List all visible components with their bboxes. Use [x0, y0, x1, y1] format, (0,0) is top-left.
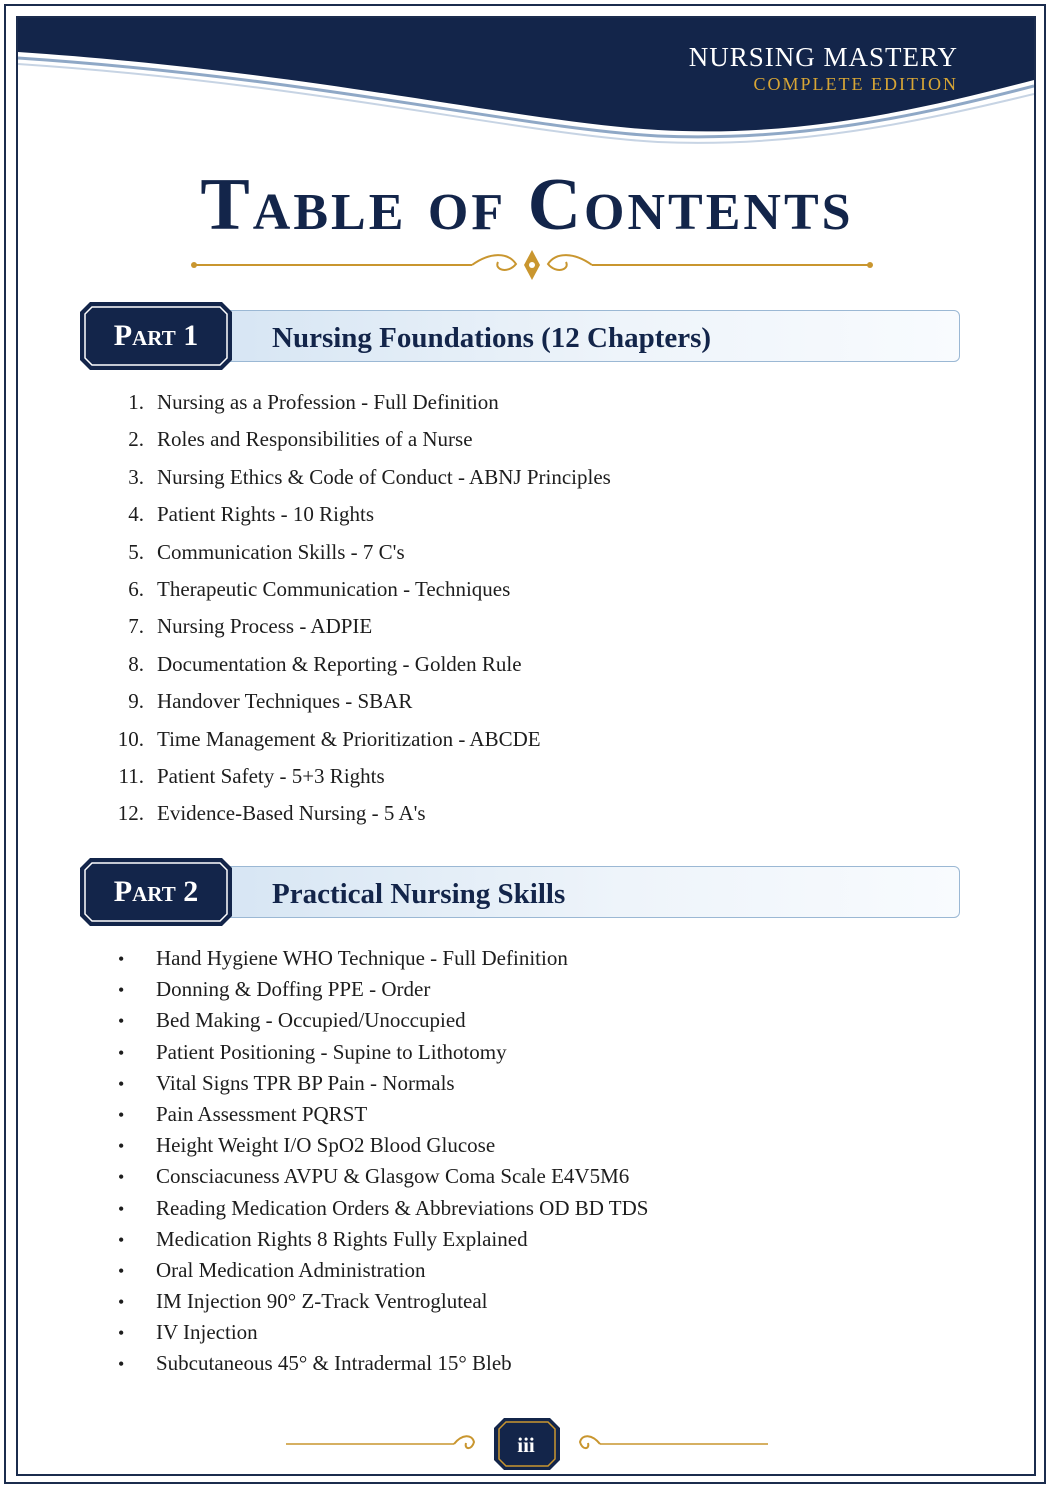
skill-item	[118, 943, 648, 974]
chapter-number: 6.	[128, 576, 144, 601]
bullet-marker: •	[118, 1136, 125, 1157]
chapter-item	[110, 534, 611, 571]
chapter-title: Documentation & Reporting - Golden Rule	[157, 651, 522, 676]
skill-title: Medication Rights 8 Rights Fully Explained	[156, 1226, 528, 1251]
chapter-item	[110, 421, 611, 458]
bullet-marker: •	[118, 1260, 125, 1281]
chapter-number: 3.	[128, 464, 144, 489]
chapter-number: 11.	[118, 763, 144, 788]
bullet-marker: •	[118, 1073, 125, 1094]
chapter-title: Therapeutic Communication - Techniques	[157, 576, 511, 601]
bullet-marker: •	[118, 949, 125, 969]
chapter-item	[110, 459, 611, 496]
skill-title: Consciacuness AVPU & Glasgow Coma Scale E4V5M6	[156, 1164, 630, 1189]
chapter-number: 1.	[128, 390, 144, 414]
chapter-title: Nursing Process - ADPIE	[157, 614, 373, 639]
skill-item	[118, 1224, 648, 1255]
chapter-title: Communication Skills - 7 C's	[157, 539, 405, 564]
skill-item	[118, 1099, 648, 1130]
skill-title: Patient Positioning - Supine to Lithotomy	[156, 1039, 507, 1064]
chapter-number: 10.	[117, 726, 144, 751]
chapter-title: Patient Rights - 10 Rights	[157, 502, 375, 527]
bullet-marker: •	[118, 1354, 125, 1375]
skill-title: Reading Medication Orders & Abbreviations OD BD TDS	[156, 1195, 649, 1220]
skill-title: Pain Assessment PQRST	[156, 1101, 368, 1126]
page-title: Table of Contents	[200, 164, 854, 246]
chapter-number: 2.	[128, 427, 144, 452]
part-1-label: Part 1	[113, 319, 199, 352]
bullet-marker: •	[118, 1323, 125, 1344]
chapter-item	[110, 496, 611, 533]
skill-item	[118, 1130, 648, 1161]
skill-title: Subcutaneous 45° & Intradermal 15° Bleb	[156, 1351, 512, 1376]
chapter-title: Evidence-Based Nursing - 5 A's	[157, 801, 426, 826]
skill-item	[118, 974, 648, 1005]
part-1-chapter-list	[110, 384, 611, 833]
brand-title: NURSING MASTERY	[688, 42, 958, 72]
skill-item	[118, 1005, 648, 1036]
part-2-label: Part 2	[113, 875, 199, 908]
chapter-number: 12.	[117, 801, 144, 826]
page-number: iii	[517, 1433, 535, 1457]
skill-title: Hand Hygiene WHO Technique - Full Definition	[156, 946, 568, 970]
chapter-number: 4.	[128, 502, 144, 527]
brand-subtitle: COMPLETE EDITION	[753, 74, 958, 94]
bullet-marker: •	[118, 1229, 125, 1250]
skill-item	[118, 1037, 648, 1068]
part-1-heading: Nursing Foundations (12 Chapters)	[272, 322, 712, 354]
part-2-heading: Practical Nursing Skills	[272, 878, 566, 910]
chapter-title: Nursing as a Profession - Full Definition	[157, 390, 499, 414]
chapter-number: 7.	[128, 614, 144, 639]
skill-item	[118, 1286, 648, 1317]
bullet-marker: •	[118, 1198, 125, 1219]
skill-item	[118, 1068, 648, 1099]
chapter-item	[110, 758, 611, 795]
chapter-item	[110, 608, 611, 645]
title-divider-ornament	[190, 248, 874, 284]
chapter-title: Patient Safety - 5+3 Rights	[157, 763, 385, 788]
chapter-title: Time Management & Prioritization - ABCDE	[157, 726, 541, 751]
chapter-item	[110, 571, 611, 608]
skill-title: Height Weight I/O SpO2 Blood Glucose	[156, 1133, 496, 1158]
chapter-item	[110, 646, 611, 683]
skill-title: IM Injection 90° Z-Track Ventrogluteal	[156, 1289, 488, 1314]
part-1-header	[80, 302, 962, 368]
chapter-number: 8.	[128, 651, 144, 676]
skill-title: IV Injection	[156, 1320, 258, 1345]
skill-title: Donning & Doffing PPE - Order	[156, 977, 431, 1002]
chapter-number: 9.	[128, 689, 144, 714]
bullet-marker: •	[118, 1167, 125, 1188]
chapter-item	[110, 683, 611, 720]
skill-item	[118, 1255, 648, 1286]
chapter-title: Handover Techniques - SBAR	[157, 689, 413, 714]
skill-item	[118, 1317, 648, 1348]
skill-item	[118, 1348, 648, 1379]
chapter-item	[110, 795, 611, 832]
chapter-title: Roles and Responsibilities of a Nurse	[157, 427, 473, 452]
chapter-number: 5.	[128, 539, 144, 564]
bullet-marker: •	[118, 1104, 125, 1125]
bullet-marker: •	[118, 1292, 125, 1313]
brand-block	[689, 42, 958, 96]
bullet-marker: •	[118, 980, 125, 1001]
skill-title: Oral Medication Administration	[156, 1257, 426, 1282]
part-2-skill-list	[118, 943, 648, 1380]
chapter-item	[110, 721, 611, 758]
bullet-marker: •	[118, 1042, 125, 1063]
skill-item	[118, 1161, 648, 1192]
skill-item	[118, 1193, 648, 1224]
chapter-item	[110, 384, 611, 421]
part-2-header	[80, 858, 962, 924]
bullet-marker: •	[118, 1011, 125, 1032]
skill-title: Vital Signs TPR BP Pain - Normals	[156, 1070, 455, 1095]
skill-title: Bed Making - Occupied/Unoccupied	[156, 1008, 466, 1033]
chapter-title: Nursing Ethics & Code of Conduct - ABNJ Principles	[157, 464, 611, 489]
